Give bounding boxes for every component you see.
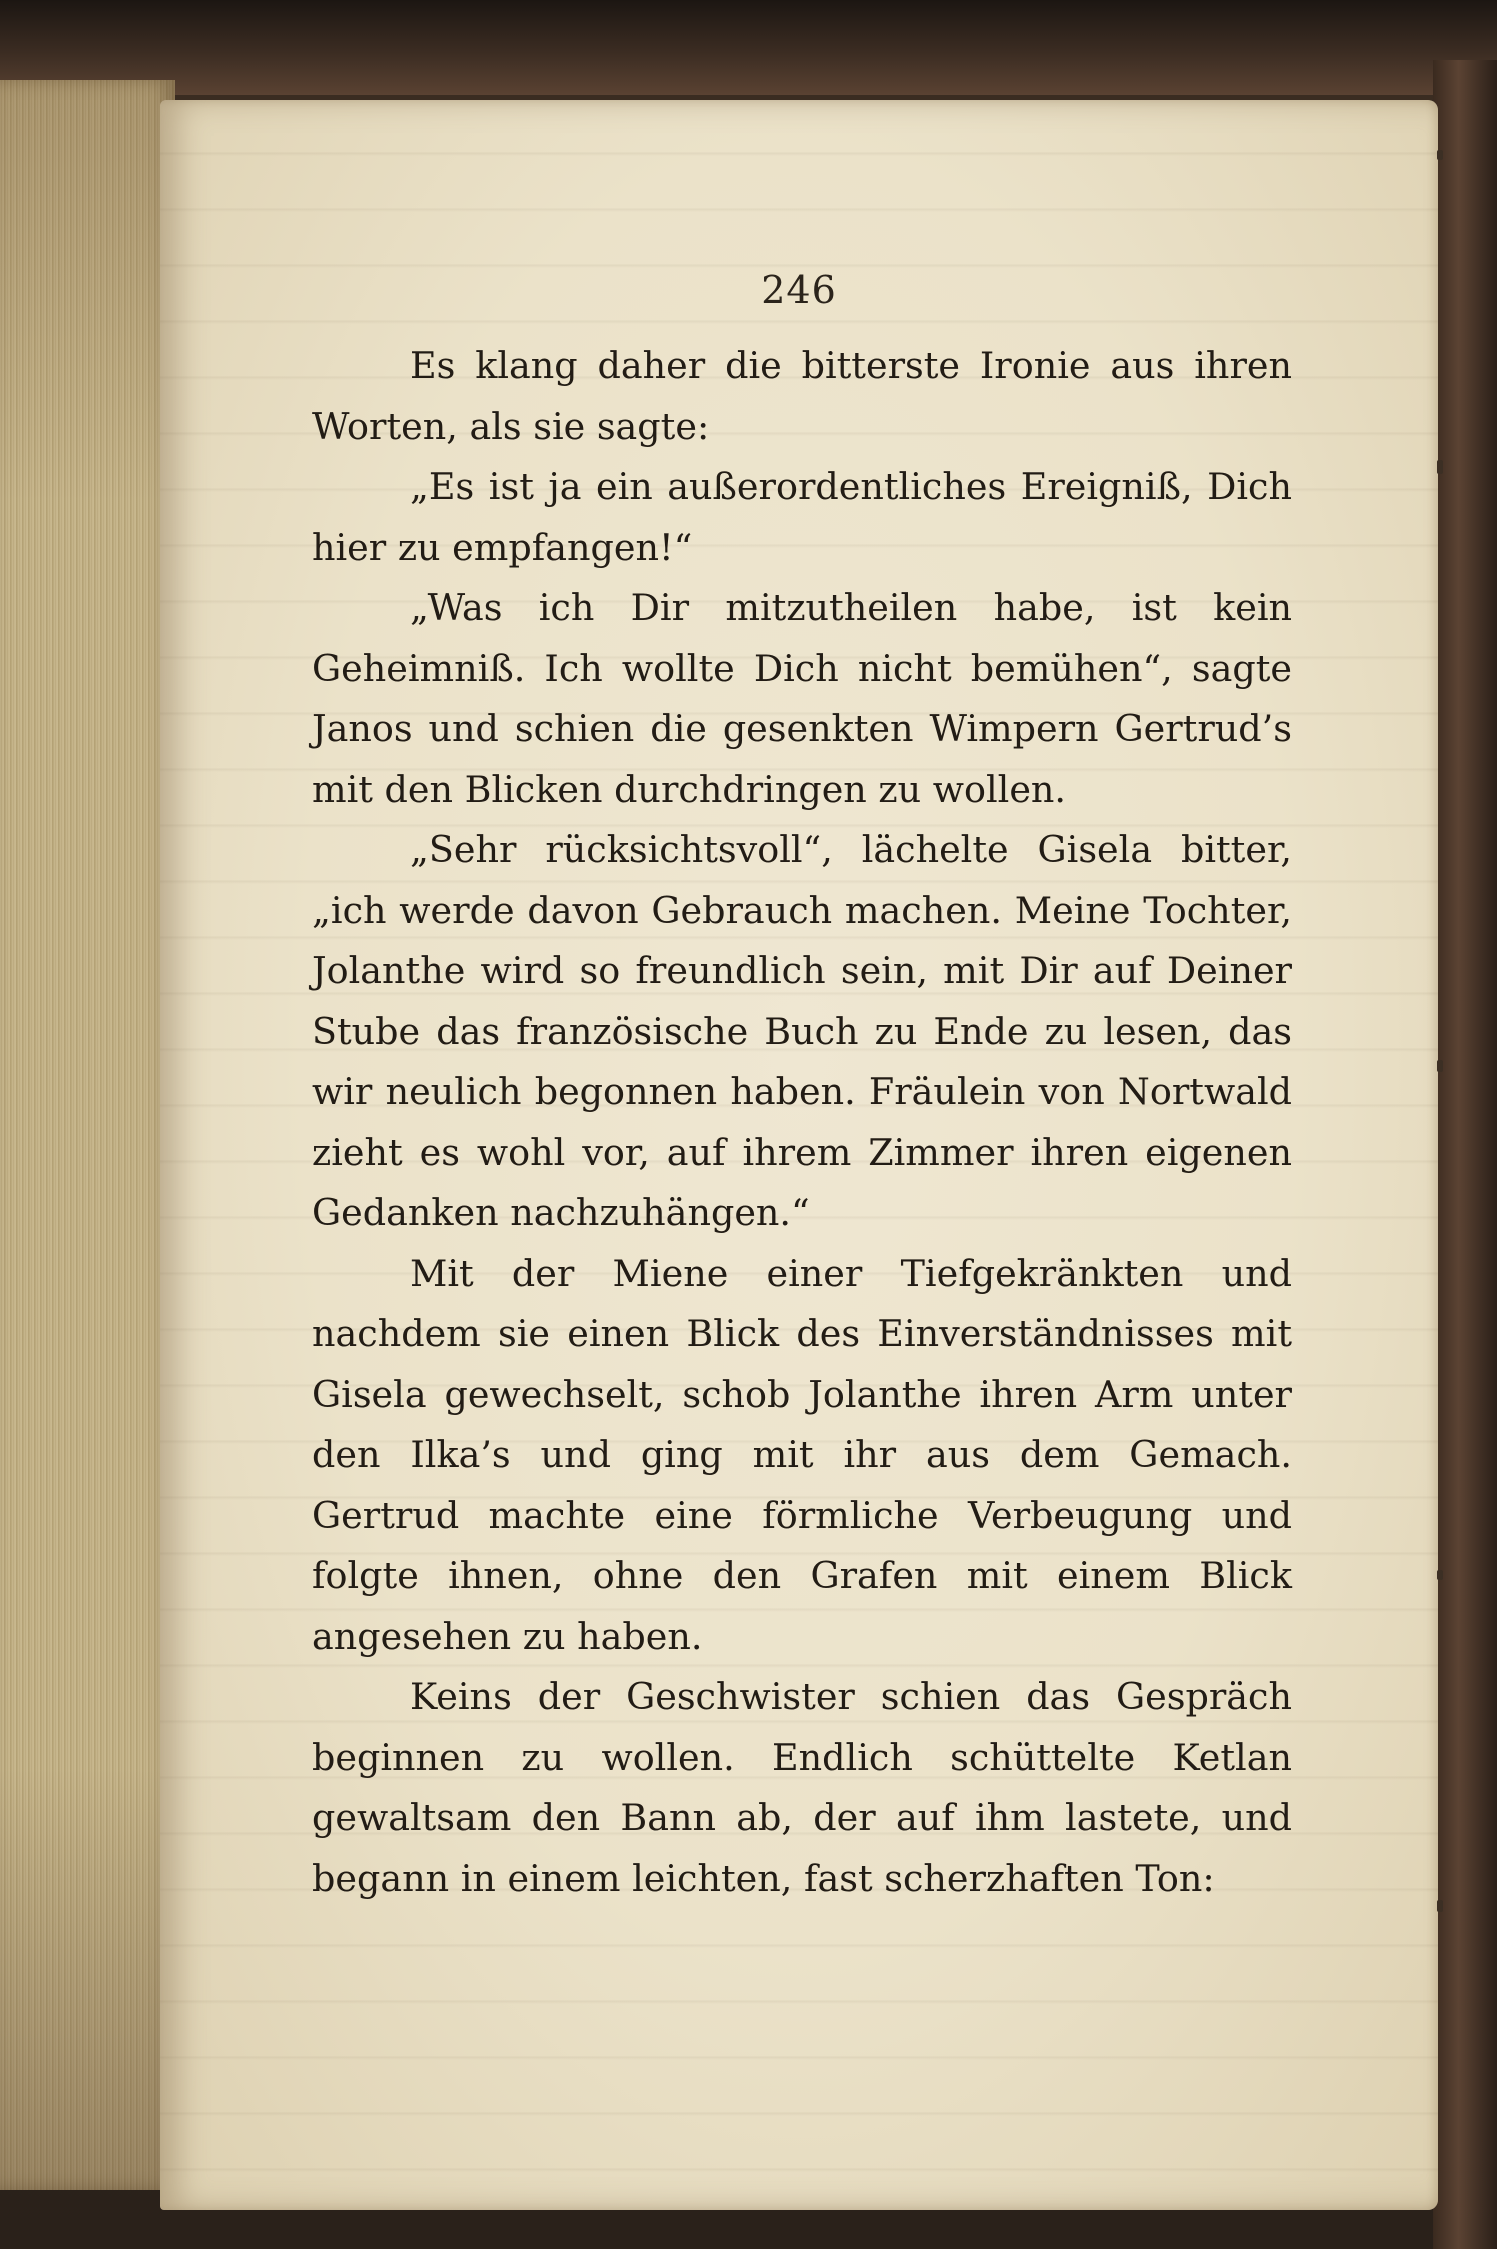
margin-mark	[1437, 460, 1443, 474]
margin-mark	[1437, 150, 1443, 160]
book-cover-top-edge	[0, 0, 1497, 95]
paragraph-3: „Was ich Dir mitzutheilen habe, ist kein Geheimniß. Ich wollte Dich nicht bemühen“, sagte Janos und schien die gesenkten Wimpern Gertrud’s mit den Blicken durchdringen zu wollen.	[312, 586, 1292, 811]
page-stack-shadow	[0, 80, 175, 2190]
margin-mark	[1437, 1900, 1443, 1912]
margin-mark	[1437, 1570, 1443, 1580]
book-page	[160, 100, 1438, 2210]
margin-mark	[1437, 1060, 1443, 1072]
page-number: 246	[761, 268, 837, 312]
paragraph-2: „Es ist ja ein außerordentliches Ereigniß, Dich hier zu empfangen!“	[312, 465, 1292, 569]
body-text	[312, 336, 1292, 1909]
paragraph-4: „Sehr rücksichtsvoll“, lächelte Gisela bitter, „ich werde davon Gebrauch machen. Meine Tochter, Jolanthe wird so freundlich sein, mit Dir auf Deiner Stube das französische Buch zu Ende zu lesen, das wir neulich begonnen haben. Fräulein von Nortwald zieht es wohl vor, auf ihrem Zimmer ihren eigenen Gedanken nachzuhängen.“	[312, 828, 1292, 1234]
paragraph-1: Es klang daher die bitterste Ironie aus ihren Worten, als sie sagte:	[312, 344, 1292, 448]
paragraph-5: Mit der Miene einer Tiefgekränkten und nachdem sie einen Blick des Einverständnisses mit Gisela gewechselt, schob Jolanthe ihren Arm unter den Ilka’s und ging mit ihr aus dem Gemach. Gertrud machte eine förmliche Verbeugung und folgte ihnen, ohne den Grafen mit einem Blick angesehen zu haben.	[312, 1251, 1292, 1658]
book-cover-right-edge	[1433, 60, 1497, 2249]
paragraph-6: Keins der Geschwister schien das Gespräch beginnen zu wollen. Endlich schüttelte Ketlan gewaltsam den Bann ab, der auf ihm lastete, und begann in einem leichten, fast scherzhaften Ton:	[312, 1675, 1292, 1900]
